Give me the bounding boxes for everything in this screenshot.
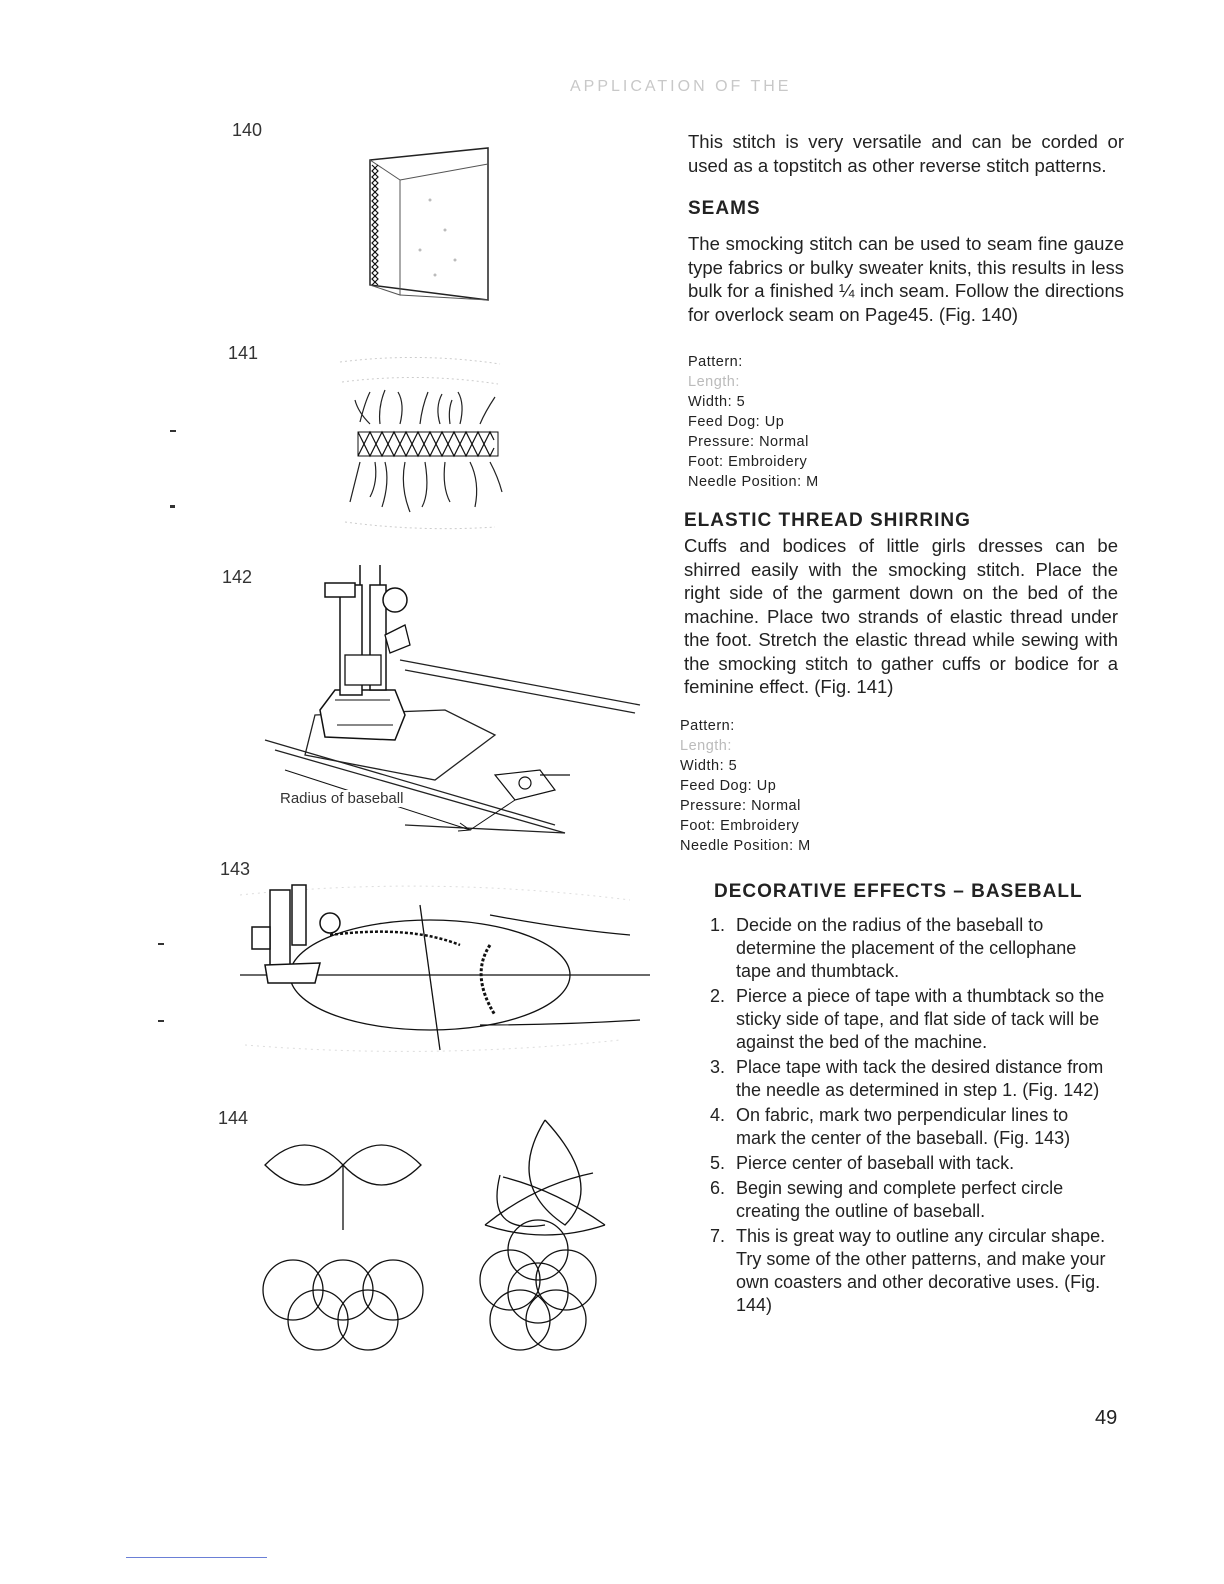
seams-pressure: Pressure: Normal xyxy=(688,434,809,450)
fig-144-circular-patterns xyxy=(255,1115,625,1375)
running-head: APPLICATION OF THE xyxy=(570,78,792,95)
seams-heading: SEAMS xyxy=(688,198,761,219)
seams-feed-dog: Feed Dog: Up xyxy=(688,414,785,430)
baseball-step: 2. Pierce a piece of tape with a thumbtack so the sticky side of tape, and flat side of tack will be against the bed of the machine. xyxy=(710,986,1105,1052)
shirring-needle-position: Needle Position: M xyxy=(680,838,811,854)
baseball-step: 5. Pierce center of baseball with tack. xyxy=(710,1153,1015,1173)
shirring-paragraph: Cuffs and bodices of little girls dresses can be shirred easily with the smocking stitch. Place the right side of the garment down on the bed of the machine. Place two strands of elastic thread under the foot. Stretch the elastic thread while sewing with the smocking stitch to gather cuffs or bodice for a feminine effect. (Fig. 141) xyxy=(684,535,1118,697)
shirring-foot: Foot: Embroidery xyxy=(680,818,800,834)
fig-141-label: 141 xyxy=(228,343,259,363)
fig-144-label: 144 xyxy=(218,1108,249,1128)
baseball-step: 4. On fabric, mark two perpendicular lines to mark the center of the baseball. (Fig. 143) xyxy=(710,1105,1071,1148)
shirring-pattern: Pattern: xyxy=(680,718,735,734)
margin-mark xyxy=(158,943,164,945)
shirring-length: Length: xyxy=(680,738,732,754)
fig-143-baseball-sewing-illustration xyxy=(230,875,660,1065)
margin-mark xyxy=(170,430,176,432)
fig-142-callout: Radius of baseball xyxy=(280,790,404,807)
shirring-feed-dog: Feed Dog: Up xyxy=(680,778,777,794)
baseball-step: 3. Place tape with tack the desired distance from the needle as determined in step 1. (Fig. 142) xyxy=(710,1057,1104,1100)
baseball-steps-list xyxy=(710,914,1110,1319)
baseball-heading: DECORATIVE EFFECTS – BASEBALL xyxy=(714,881,1083,902)
fig-140-seam-illustration xyxy=(360,140,500,310)
seams-needle-position: Needle Position: M xyxy=(688,474,819,490)
seams-width: Width: 5 xyxy=(688,394,746,410)
footer-rule xyxy=(126,1557,267,1558)
baseball-step: 7. This is great way to outline any circular shape. Try some of the other patterns, and make your own coasters and other decorative uses. (Fig. 144) xyxy=(710,1226,1106,1315)
seams-length: Length: xyxy=(688,374,740,390)
seams-paragraph: The smocking stitch can be used to seam fine gauze type fabrics or bulky sweater knits, this results in less bulk for a finished ¼ inch seam. Follow the directions for overlock seam on Page45. (Fig. 140) xyxy=(688,233,1124,325)
shirring-pressure: Pressure: Normal xyxy=(680,798,801,814)
intro-paragraph: This stitch is very versatile and can be corded or used as a topstitch as other reverse stitch patterns. xyxy=(688,131,1124,176)
shirring-heading: ELASTIC THREAD SHIRRING xyxy=(684,510,971,531)
fig-142-label: 142 xyxy=(222,567,253,587)
margin-mark xyxy=(158,1020,164,1022)
shirring-width: Width: 5 xyxy=(680,758,738,774)
baseball-step: 1. Decide on the radius of the baseball to determine the placement of the cellophane tape and thumbtack. xyxy=(710,915,1077,981)
fig-141-shirring-illustration xyxy=(330,352,510,542)
fig-143-label: 143 xyxy=(220,859,251,879)
seams-settings xyxy=(688,352,1124,492)
fig-140-label: 140 xyxy=(232,120,263,140)
baseball-step: 6. Begin sewing and complete perfect circle creating the outline of baseball. xyxy=(710,1178,1064,1221)
page-number: 49 xyxy=(1095,1407,1118,1429)
margin-mark xyxy=(170,505,175,508)
seams-pattern: Pattern: xyxy=(688,354,743,370)
seams-foot: Foot: Embroidery xyxy=(688,454,808,470)
shirring-settings xyxy=(680,716,1116,856)
